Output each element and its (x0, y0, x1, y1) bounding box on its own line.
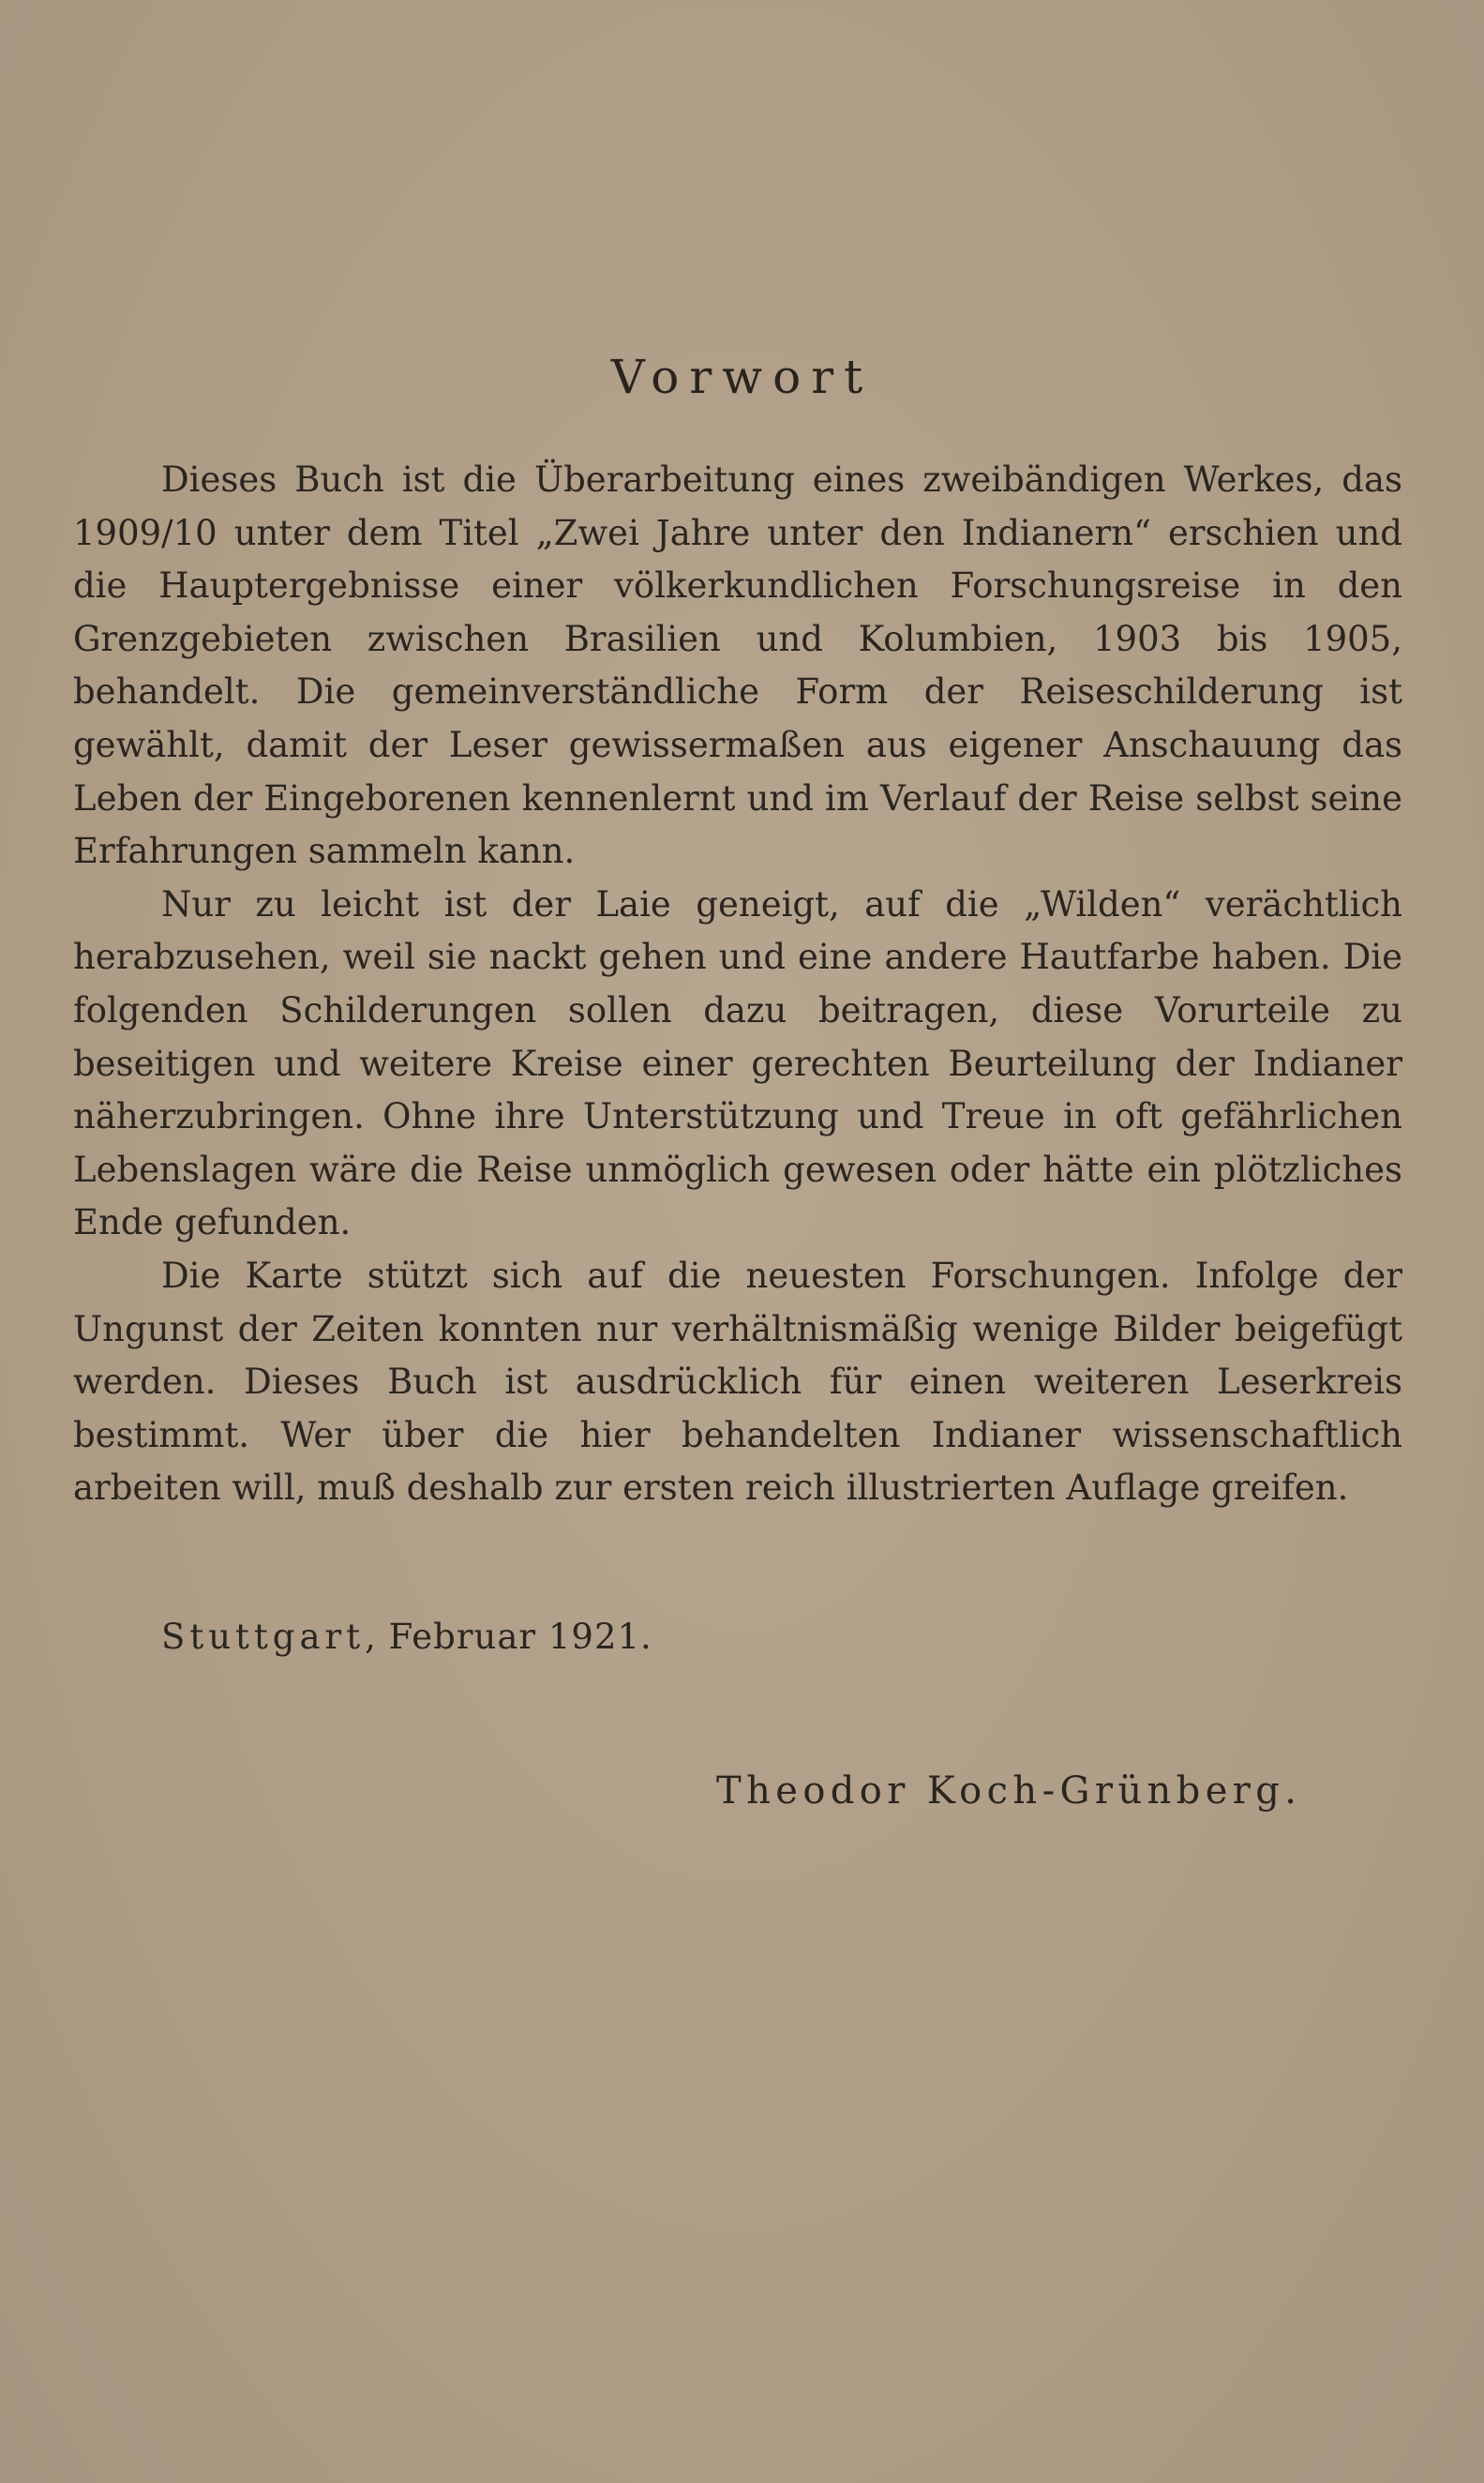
author-signature: Theodor Koch-Grünberg. (716, 1769, 1302, 1813)
date-text: , Februar 1921. (365, 1617, 652, 1657)
paragraph-2: Nur zu leicht ist der Laie geneigt, auf die „Wilden“ verächtlich herabzusehen, weil sie nackt gehen und eine andere Hautfarbe haben. Die folgenden Schilderungen sollen dazu beitragen, diese Vorurteile zu beseitigen und weitere Kreise einer gerechten Beurteilung der Indianer näherzubringen. Ohne ihre Unterstützung und Treue in oft gefährlichen Lebenslagen wäre die Reise unmöglich gewesen oder hätte ein plötzliches Ende gefunden. (73, 883, 1402, 1243)
paragraph-1: Dieses Buch ist die Überarbeitung eines zweibändigen Werkes, das 1909/10 unter dem Titel „Zwei Jahre unter den Indianern“ erschien und die Hauptergebnisse einer völkerkundlichen Forschungsreise in den Grenzgebieten zwischen Brasilien und Kolumbien, 1903 bis 1905, behandelt. Die gemeinverständliche Form der Reiseschilderung ist gewählt, damit der Leser gewissermaßen aus eigener Anschauung das Leben der Eingeborenen kennenlernt und im Verlauf der Reise selbst seine Erfahrungen sammeln kann. (73, 459, 1402, 872)
page-title: Vorwort (610, 350, 874, 404)
place-name: Stuttgart (161, 1617, 366, 1657)
paragraph-3: Die Karte stützt sich auf die neuesten Forschungen. Infolge der Ungunst der Zeiten konnten nur verhältnismäßig wenige Bilder beigefügt werden. Dieses Buch ist ausdrücklich für einen weiteren Leserkreis bestimmt. Wer über die hier behandelten Indianer wissenschaftlich arbeiten will, muß deshalb zur ersten reich illustrierten Auflage greifen. (73, 1255, 1402, 1509)
preface-body (73, 454, 1402, 1515)
place-and-date (161, 1611, 652, 1663)
